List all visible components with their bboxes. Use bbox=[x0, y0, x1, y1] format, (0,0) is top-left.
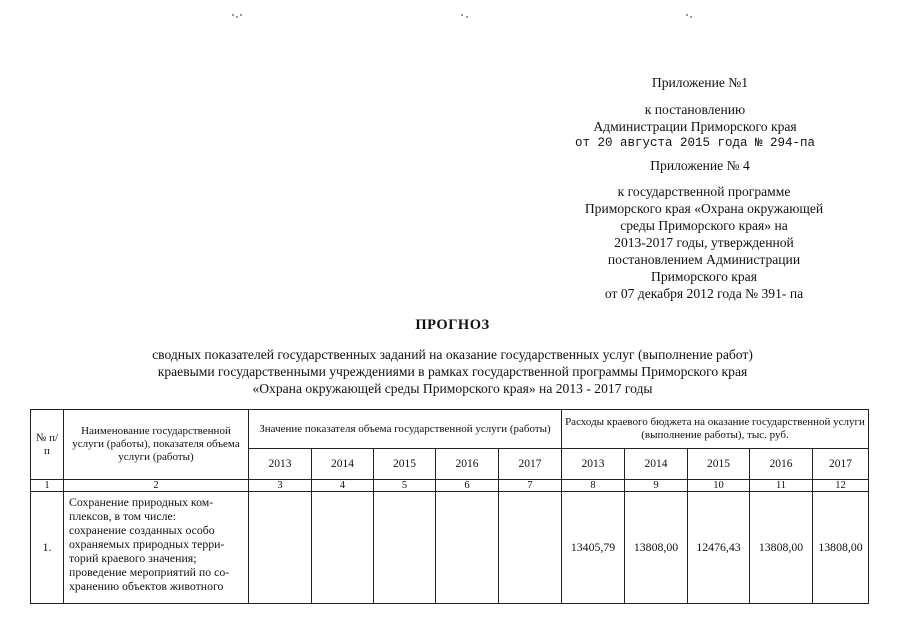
decree-reference bbox=[560, 101, 830, 152]
description-line: хранению объектов животного bbox=[69, 579, 224, 593]
forecast-table bbox=[30, 409, 869, 604]
year-header: 2015 bbox=[688, 449, 750, 480]
column-number-row bbox=[31, 480, 869, 492]
year-header: 2014 bbox=[625, 449, 688, 480]
year-header: 2017 bbox=[499, 449, 562, 480]
year-header: 2016 bbox=[750, 449, 813, 480]
appendix-4-label: Приложение № 4 bbox=[650, 158, 750, 173]
year-header: 2013 bbox=[562, 449, 625, 480]
column-number: 12 bbox=[813, 480, 869, 492]
column-number: 7 bbox=[499, 480, 562, 492]
column-number: 4 bbox=[312, 480, 374, 492]
budget-value: 13808,00 bbox=[813, 492, 869, 604]
column-number: 3 bbox=[249, 480, 312, 492]
column-number: 9 bbox=[625, 480, 688, 492]
program-reference bbox=[540, 183, 868, 302]
description-line: проведение мероприятий по со- bbox=[69, 565, 230, 579]
appendix-1-label: Приложение №1 bbox=[651, 75, 749, 90]
description-line: плексов, в том числе: bbox=[69, 509, 176, 523]
table-row bbox=[31, 492, 869, 604]
column-number: 11 bbox=[750, 480, 813, 492]
subtitle-line: «Охрана окружающей среды Приморского края» на 2013 - 2017 годы bbox=[252, 381, 653, 396]
volume-value bbox=[499, 492, 562, 604]
column-number: 6 bbox=[436, 480, 499, 492]
decree-line: Администрации Приморского края bbox=[593, 119, 797, 134]
decree-line: к постановлению bbox=[644, 102, 746, 117]
program-line: Приморского края «Охрана окружающей bbox=[584, 201, 824, 216]
column-number: 8 bbox=[562, 480, 625, 492]
table-header-row bbox=[31, 410, 869, 449]
year-header: 2017 bbox=[813, 449, 869, 480]
budget-value: 13808,00 bbox=[625, 492, 688, 604]
year-header: 2013 bbox=[249, 449, 312, 480]
header-budget-group: Расходы краевого бюджета на оказание государственной услуги (выполнение работы), тыс. руб. bbox=[562, 410, 869, 449]
description-line: Сохранение природных ком- bbox=[69, 495, 214, 509]
year-header: 2015 bbox=[374, 449, 436, 480]
year-header: 2016 bbox=[436, 449, 499, 480]
column-number: 5 bbox=[374, 480, 436, 492]
header-service-name: Наименование государственной услуги (работы), показателя объема услуги (работы) bbox=[64, 410, 249, 480]
program-line: к государственной программе bbox=[617, 184, 791, 199]
column-number: 1 bbox=[31, 480, 64, 492]
row-number: 1. bbox=[31, 492, 64, 604]
scan-artifact-dots bbox=[0, 14, 905, 20]
column-number: 10 bbox=[688, 480, 750, 492]
program-line: 2013-2017 годы, утвержденной bbox=[614, 235, 794, 250]
budget-value: 12476,43 bbox=[688, 492, 750, 604]
volume-value bbox=[249, 492, 312, 604]
header-row-number: № п/п bbox=[31, 410, 64, 480]
budget-value: 13808,00 bbox=[750, 492, 813, 604]
subtitle-line: краевыми государственными учреждениями в рамках государственной программы Приморского края bbox=[157, 364, 748, 379]
service-description bbox=[64, 492, 249, 604]
description-line: торий краевого значения; bbox=[69, 551, 197, 565]
volume-value bbox=[436, 492, 499, 604]
volume-value bbox=[374, 492, 436, 604]
program-line: среды Приморского края» на bbox=[620, 218, 788, 233]
program-line: от 07 декабря 2012 года № 391- па bbox=[604, 286, 804, 301]
year-header: 2014 bbox=[312, 449, 374, 480]
program-line: постановлением Администрации bbox=[607, 252, 801, 267]
program-line: Приморского края bbox=[651, 269, 757, 284]
column-number: 2 bbox=[64, 480, 249, 492]
volume-value bbox=[312, 492, 374, 604]
subtitle-line: сводных показателей государственных заданий на оказание государственных услуг (выполнение работ) bbox=[152, 347, 753, 362]
document-title: ПРОГНОЗ bbox=[415, 317, 490, 333]
header-volume-group: Значение показателя объема государственной услуги (работы) bbox=[249, 410, 562, 449]
budget-value: 13405,79 bbox=[562, 492, 625, 604]
document-subtitle bbox=[80, 346, 825, 397]
decree-date-stamp: от 20 августа 2015 года № 294-па bbox=[574, 136, 816, 150]
description-line: сохранение созданных особо bbox=[69, 523, 215, 537]
description-line: охраняемых природных терри- bbox=[69, 537, 225, 551]
